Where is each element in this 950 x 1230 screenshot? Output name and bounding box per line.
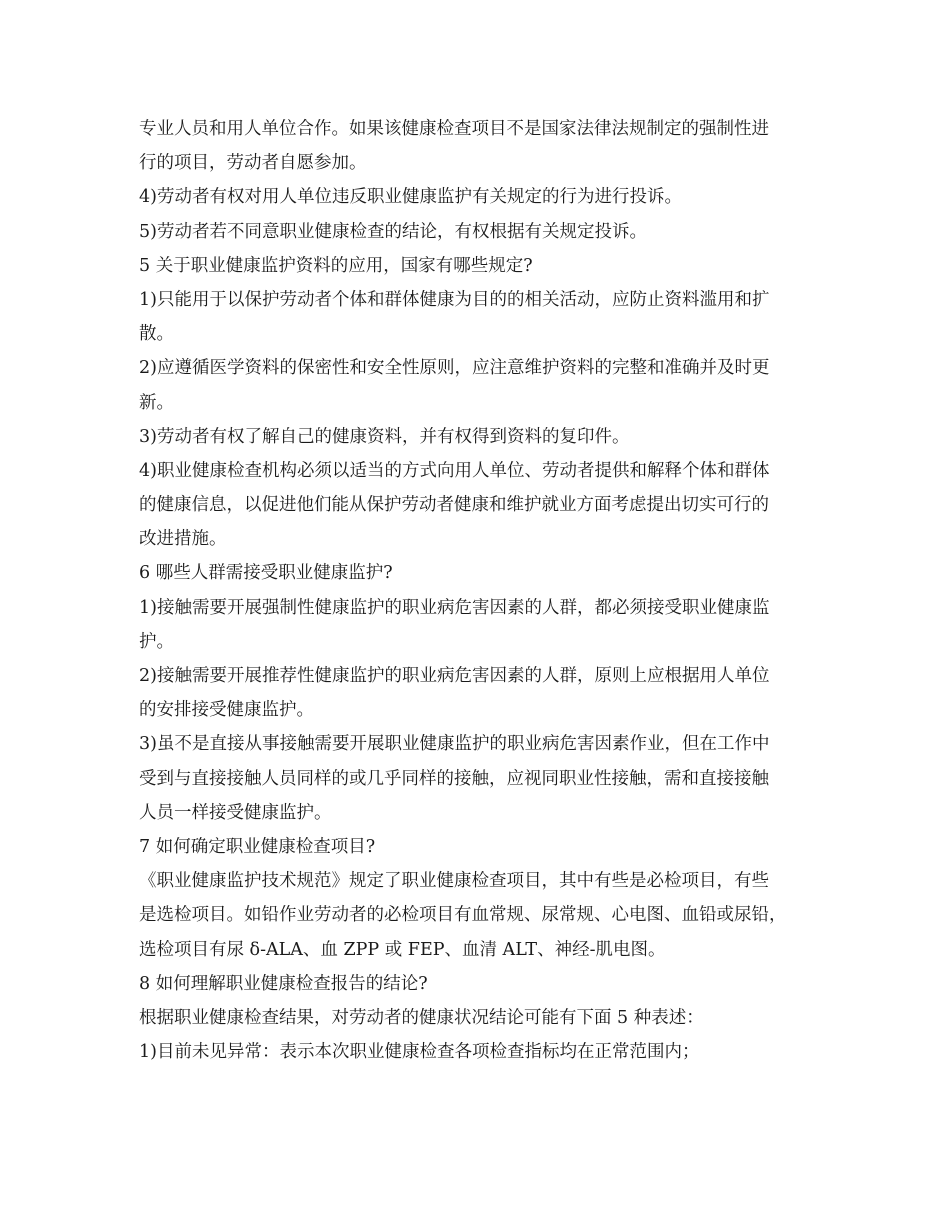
text-line: 改进措施。 <box>139 529 227 550</box>
text-line: 3)虽不是直接从事接触需要开展职业健康监护的职业病危害因素作业，但在工作中 <box>139 734 770 755</box>
text-line: 选检项目有尿 δ-ALA、血 ZPP 或 FEP、血清 ALT、神经-肌电图。 <box>139 939 666 960</box>
text-line: 4)职业健康检查机构必须以适当的方式向用人单位、劳动者提供和解释个体和群体 <box>139 460 770 481</box>
text-line: 的健康信息，以促进他们能从保护劳动者健康和维护就业方面考虑提出切实可行的 <box>139 495 769 516</box>
text-line: 《职业健康监护技术规范》规定了职业健康检查项目，其中有些是必检项目，有些 <box>139 871 769 892</box>
text-line: 2)应遵循医学资料的保密性和安全性原则，应注意维护资料的完整和准确并及时更 <box>139 358 770 379</box>
section-heading: 8 如何理解职业健康检查报告的结论? <box>139 973 428 994</box>
text-line: 新。 <box>139 392 174 413</box>
text-line: 护。 <box>139 631 174 652</box>
text-line: 的安排接受健康监护。 <box>139 700 314 721</box>
text-line: 3)劳动者有权了解自己的健康资料，并有权得到资料的复印件。 <box>139 426 630 447</box>
text-line: 人员一样接受健康监护。 <box>139 802 332 823</box>
text-line: 散。 <box>139 324 174 345</box>
text-line: 1)只能用于以保护劳动者个体和群体健康为目的的相关活动，应防止资料滥用和扩 <box>139 289 770 310</box>
text-line: 根据职业健康检查结果，对劳动者的健康状况结论可能有下面 5 种表述： <box>139 1007 704 1028</box>
text-line: 5)劳动者若不同意职业健康检查的结论，有权根据有关规定投诉。 <box>139 221 647 242</box>
text-line: 行的项目，劳动者自愿参加。 <box>139 153 367 174</box>
text-line: 4)劳动者有权对用人单位违反职业健康监护有关规定的行为进行投诉。 <box>139 187 682 208</box>
text-line: 2)接触需要开展推荐性健康监护的职业病危害因素的人群，原则上应根据用人单位 <box>139 666 770 686</box>
text-line: 受到与直接接触人员同样的或几乎同样的接触，应视同职业性接触，需和直接接触 <box>139 768 769 789</box>
document-body <box>139 112 829 1069</box>
text-line: 是选检项目。如铅作业劳动者的必检项目有血常规、尿常规、心电图、血铅或尿铅， <box>139 905 787 926</box>
section-heading: 6 哪些人群需接受职业健康监护? <box>139 563 393 584</box>
text-line: 1)目前未见异常：表示本次职业健康检查各项检查指标均在正常范围内； <box>139 1042 700 1063</box>
text-line: 1)接触需要开展强制性健康监护的职业病危害因素的人群，都必须接受职业健康监 <box>139 597 770 618</box>
section-heading: 7 如何确定职业健康检查项目? <box>139 836 376 857</box>
text-line: 专业人员和用人单位合作。如果该健康检查项目不是国家法律法规制定的强制性进 <box>139 119 769 139</box>
section-heading: 5 关于职业健康监护资料的应用，国家有哪些规定? <box>139 255 533 276</box>
